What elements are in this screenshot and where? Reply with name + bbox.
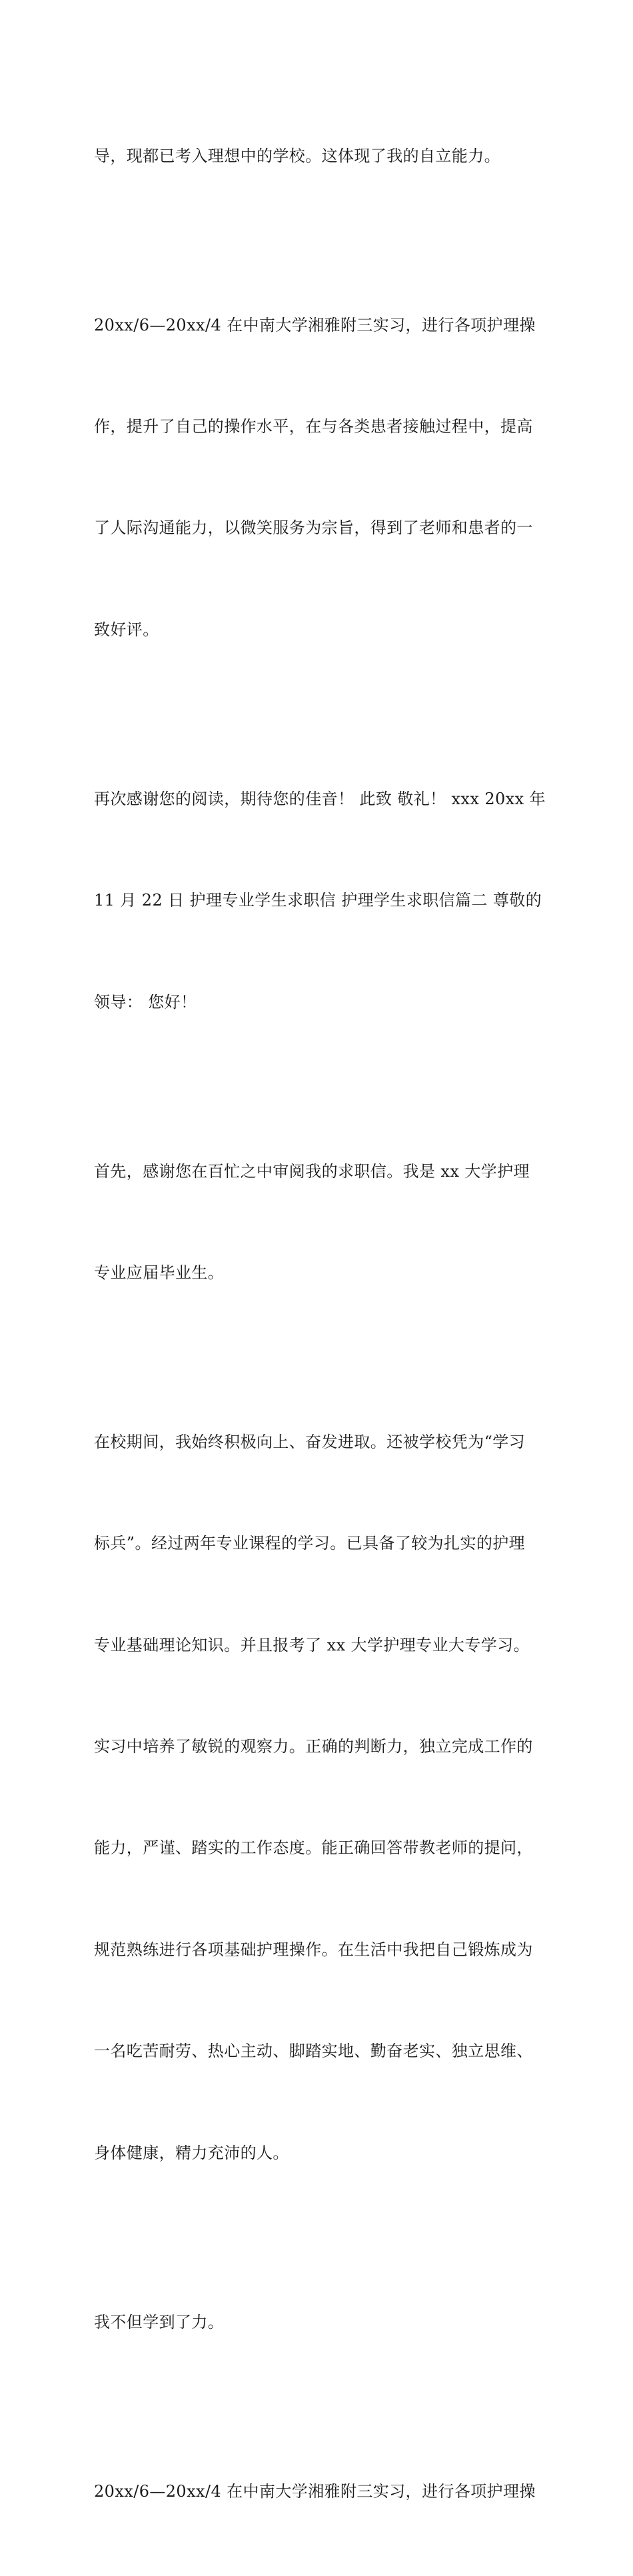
text-line: 能力，严谨、踏实的工作态度。能正确回答带教老师的提问， <box>94 1838 533 1858</box>
text-line: 20xx/6—20xx/4 在中南大学湘雅附三实习，进行各项护理操 <box>94 315 536 334</box>
text-line: 我不但学到了力。 <box>94 2312 225 2331</box>
text-line: 专业应届毕业生。 <box>94 1263 225 1282</box>
text-line: 领导： 您好！ <box>94 992 197 1011</box>
text-line: 一名吃苦耐劳、热心主动、脚踏实地、勤奋老实、独立思维、 <box>94 2042 533 2061</box>
text-line: 20xx/6—20xx/4 在中南大学湘雅附三实习，进行各项护理操 <box>94 2481 536 2501</box>
text-line: 11 月 22 日 护理专业学生求职信 护理学生求职信篇二 尊敬的 <box>94 891 542 910</box>
paragraph-5 <box>94 1357 547 2238</box>
paragraph-3 <box>94 714 547 1087</box>
text-line: 再次感谢您的阅读，期待您的佳音！ 此致 敬礼！ xxx 20xx 年 <box>94 789 546 808</box>
text-line: 规范熟练进行各项基础护理操作。在生活中我把自己锻炼成为 <box>94 1940 533 1959</box>
paragraph-7 <box>94 2407 547 2576</box>
text-line: 导，现都已考入理想中的学校。这体现了我的自立能力。 <box>94 146 500 165</box>
text-line: 在校期间，我始终积极向上、奋发进取。还被学校凭为“学习 <box>94 1432 526 1451</box>
text-line: 专业基础理论知识。并且报考了 xx 大学护理专业大专学习。 <box>94 1635 530 1654</box>
text-line: 作，提升了自己的操作水平，在与各类患者接触过程中，提高 <box>94 416 533 436</box>
paragraph-4 <box>94 1087 547 1357</box>
text-line: 致好评。 <box>94 620 159 639</box>
text-line: 首先，感谢您在百忙之中审阅我的求职信。我是 xx 大学护理 <box>94 1161 530 1181</box>
paragraph-2 <box>94 241 547 714</box>
text-line: 了人际沟通能力，以微笑服务为宗旨，得到了老师和患者的一 <box>94 518 533 538</box>
text-line: 身体健康，精力充沛的人。 <box>94 2143 289 2162</box>
paragraph-6 <box>94 2238 547 2407</box>
document-body <box>94 71 547 2576</box>
text-line: 标兵”。经过两年专业课程的学习。已具备了较为扎实的护理 <box>94 1534 526 1553</box>
paragraph-1 <box>94 71 547 241</box>
text-line: 实习中培养了敏锐的观察力。正确的判断力，独立完成工作的 <box>94 1737 533 1756</box>
